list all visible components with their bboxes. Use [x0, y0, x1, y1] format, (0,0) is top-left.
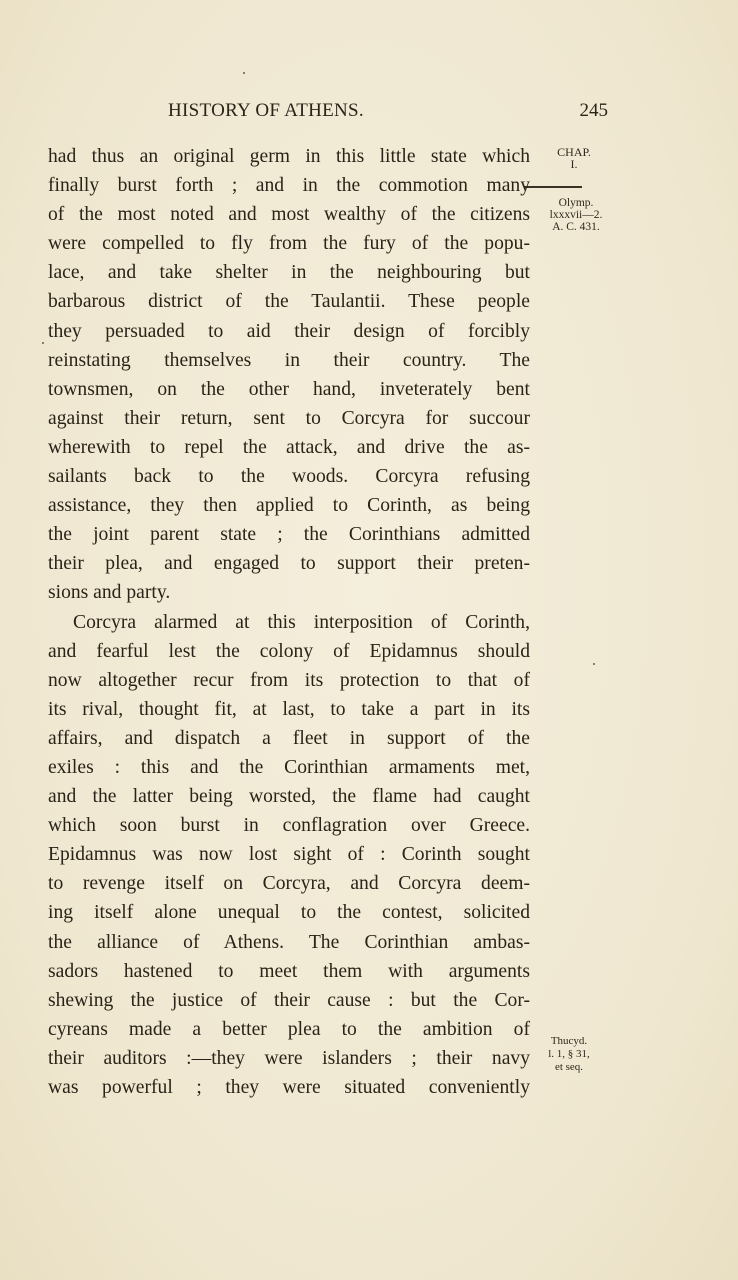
text-line: lace, and take shelter in the neighbouring but: [48, 262, 530, 284]
text-line: was powerful ; they were situated conveniently: [48, 1077, 530, 1098]
chapter-label: CHAP.: [557, 145, 591, 159]
text-line: and the latter being worsted, the flame had caught: [48, 786, 530, 808]
text-line: ing itself alone unequal to the contest, solicited: [48, 902, 530, 924]
text-line: wherewith to repel the attack, and drive the as-: [48, 436, 530, 458]
paragraph-start-line: Corcyra alarmed at this interposition of Corinth,: [73, 611, 530, 633]
page-number: 245: [579, 100, 608, 121]
text-line: affairs, and dispatch a fleet in support of the: [48, 727, 530, 749]
text-line: townsmen, on the other hand, inveterately bent: [48, 378, 530, 400]
text-line: cyreans made a better plea to the ambition of: [48, 1018, 530, 1040]
text-line: had thus an original germ in this little state which: [48, 146, 530, 167]
text-line: reinstating themselves in their country. The: [48, 349, 530, 371]
text-line: finally burst forth ; and in the commotion many: [48, 175, 530, 197]
text-line: exiles : this and the Corinthian armaments met,: [48, 756, 530, 778]
text-line: assistance, they then applied to Corinth, as being: [48, 495, 530, 517]
text-line: the alliance of Athens. The Corinthian ambas-: [48, 931, 530, 953]
text-line: barbarous district of the Taulantii. These people: [48, 291, 530, 313]
page-header: [168, 100, 608, 126]
text-line: sadors hastened to meet them with arguments: [48, 960, 530, 982]
text-line: their plea, and engaged to support their preten-: [48, 553, 530, 575]
reference-line: Thucyd.: [550, 1035, 588, 1047]
olympiad-line: Olymp.: [558, 197, 594, 209]
text-line: were compelled to fly from the fury of the popu-: [48, 233, 530, 255]
chapter-rule: [524, 186, 582, 188]
text-line: sailants back to the woods. Corcyra refusing: [48, 466, 530, 488]
text-line: Epidamnus was now lost sight of : Corinth sought: [48, 844, 530, 866]
ink-speck: [243, 72, 245, 74]
ink-speck: [42, 342, 44, 344]
chapter-margin-note: [548, 146, 600, 188]
reference-line: et seq.: [554, 1061, 584, 1073]
text-line: against their return, sent to Corcyra for succour: [48, 407, 530, 429]
ink-speck: [593, 663, 595, 665]
olympiad-line: lxxxvii—2.: [549, 209, 603, 221]
text-line: their auditors :—they were islanders ; their navy: [48, 1047, 530, 1069]
text-line: and fearful lest the colony of Epidamnus should: [48, 640, 530, 662]
chapter-number: I.: [570, 157, 578, 171]
running-head: HISTORY OF ATHENS.: [168, 100, 364, 121]
reference-line: l. 1, § 31,: [548, 1048, 590, 1060]
text-line: to revenge itself on Corcyra, and Corcyra deem-: [48, 873, 530, 895]
text-line: of the most noted and most wealthy of the citizens: [48, 204, 530, 226]
text-line: its rival, thought fit, at last, to take a part in its: [48, 698, 530, 720]
text-line: the joint parent state ; the Corinthians admitted: [48, 524, 530, 546]
paragraph-end-line: sions and party.: [48, 582, 171, 604]
text-line: which soon burst in conflagration over Greece.: [48, 815, 530, 837]
text-line: now altogether recur from its protection to that of: [48, 669, 530, 691]
text-line: they persuaded to aid their design of forcibly: [48, 320, 530, 342]
olympiad-margin-note: [534, 197, 618, 233]
reference-margin-note: [534, 1035, 604, 1074]
text-line: shewing the justice of their cause : but the Cor-: [48, 989, 530, 1011]
olympiad-line: A. C. 431.: [552, 221, 600, 233]
body-text: [48, 142, 530, 1102]
